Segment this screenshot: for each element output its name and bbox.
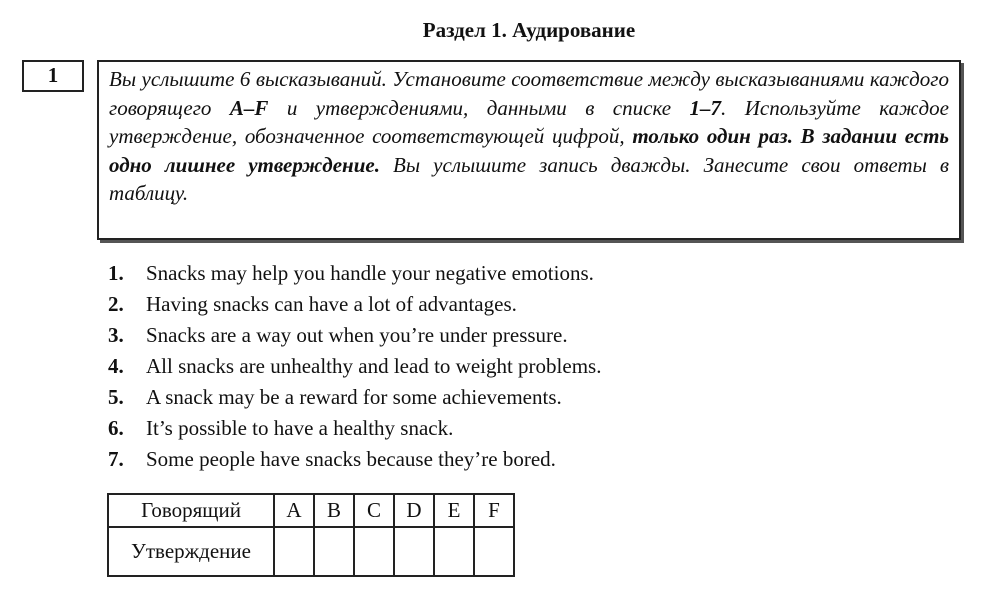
statement-text: Snacks are a way out when you’re under pressure. — [146, 323, 568, 347]
statements-list — [108, 258, 601, 475]
statement-text: All snacks are unhealthy and lead to weight problems. — [146, 354, 602, 378]
statement-number: 7. — [108, 447, 124, 471]
section-title: Раздел 1. Аудирование — [422, 18, 636, 42]
statement-text: Snacks may help you handle your negative emotions. — [146, 261, 594, 285]
instructions-bold-speakers: A–F — [229, 95, 269, 120]
answer-cell-d[interactable] — [394, 527, 434, 576]
statement-item — [108, 258, 601, 289]
statement-header: Утверждение — [108, 527, 274, 576]
task-number-box: 1 — [22, 60, 84, 92]
instructions-text-1: Вы услышите 6 высказываний. Установите соответствие между высказываниями каждого говорящего — [109, 67, 949, 120]
task-instructions — [97, 60, 961, 240]
statement-text: It’s possible to have a healthy snack. — [146, 416, 454, 440]
answer-cell-e[interactable] — [434, 527, 474, 576]
speaker-row — [108, 494, 514, 527]
statement-item — [108, 382, 601, 413]
answer-table — [107, 493, 515, 577]
answer-cell-a[interactable] — [274, 527, 314, 576]
statement-number: 3. — [108, 323, 124, 347]
speaker-cell-f: F — [474, 494, 514, 527]
instructions-bold-rule: только один раз. В задании есть одно лишнее утверждение. — [109, 124, 949, 177]
statement-item — [108, 351, 601, 382]
speaker-cell-c: C — [354, 494, 394, 527]
statement-number: 4. — [108, 354, 124, 378]
statement-text: Some people have snacks because they’re bored. — [146, 447, 556, 471]
statement-number: 5. — [108, 385, 124, 409]
statement-item — [108, 413, 601, 444]
statement-number: 1. — [108, 261, 124, 285]
instructions-text-4: Вы услышите запись дважды. Занесите свои ответы в таблицу. — [109, 152, 949, 205]
speaker-cell-a: A — [274, 494, 314, 527]
speaker-cell-e: E — [434, 494, 474, 527]
answer-cell-f[interactable] — [474, 527, 514, 576]
instructions-text-2: и утверждениями, данными в списке — [268, 95, 690, 120]
instructions-text-3: . Используйте каждое утверждение, обозначенное соответствующей цифрой, — [109, 95, 949, 148]
speaker-header: Говорящий — [108, 494, 274, 527]
statement-item — [108, 444, 601, 475]
statement-answer-row — [108, 527, 514, 576]
speaker-cell-d: D — [394, 494, 434, 527]
speaker-cell-b: B — [314, 494, 354, 527]
answer-cell-c[interactable] — [354, 527, 394, 576]
statement-text: Having snacks can have a lot of advantages. — [146, 292, 517, 316]
instructions-bold-range: 1–7 — [689, 95, 722, 120]
statement-number: 6. — [108, 416, 124, 440]
statement-text: A snack may be a reward for some achievements. — [146, 385, 562, 409]
answer-cell-b[interactable] — [314, 527, 354, 576]
statement-item — [108, 320, 601, 351]
statement-item — [108, 289, 601, 320]
statement-number: 2. — [108, 292, 124, 316]
